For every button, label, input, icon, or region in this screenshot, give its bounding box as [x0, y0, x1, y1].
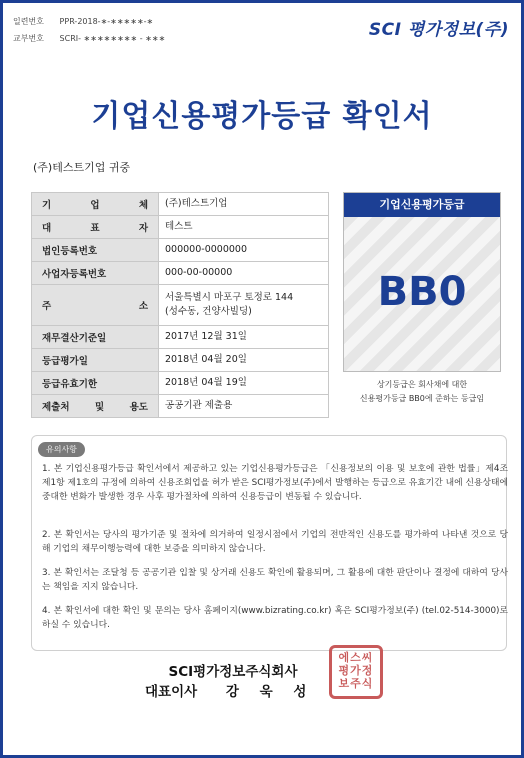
document-title: 기업신용평가등급 확인서 — [91, 99, 433, 134]
note-item: 3. 본 확인서는 조달청 등 공공기관 입찰 및 상거래 신용도 확인에 활용되며, 그 활용에 대한 판단이나 결정에 대하여 당사는 책임을 지지 않습니다. — [42, 568, 508, 592]
table-row — [32, 193, 329, 216]
table-row — [32, 395, 329, 418]
notes-tag: 유의사항 — [38, 442, 85, 457]
table-row — [32, 326, 329, 349]
grade-box — [343, 192, 501, 372]
row-label: 주 소 — [32, 285, 159, 326]
issue-number: PPR-2018-∗-∗∗∗∗∗-∗ — [59, 17, 154, 26]
row-label: 사업자등록번호 — [32, 262, 159, 285]
issue-number-row — [13, 13, 165, 30]
row-value: 공공기관 제출용 — [159, 395, 329, 418]
row-label: 재무결산기준일 — [32, 326, 159, 349]
table-row — [32, 285, 329, 326]
row-label: 제출처 및 용도 — [32, 395, 159, 418]
row-value: 000000-0000000 — [159, 239, 329, 262]
delivery-number-row — [13, 30, 165, 47]
row-label: 등급유효기한 — [32, 372, 159, 395]
row-value — [159, 285, 329, 326]
table-row — [32, 239, 329, 262]
grade-body — [344, 217, 500, 371]
row-label: 법인등록번호 — [32, 239, 159, 262]
row-label: 기 업 체 — [32, 193, 159, 216]
row-label: 대 표 자 — [32, 216, 159, 239]
delivery-number: SCRI- ∗∗∗∗∗∗∗∗ - ∗∗∗ — [59, 34, 166, 43]
company-seal-icon: 에스씨 평가정 보주식 — [329, 645, 383, 699]
row-label: 등급평가일 — [32, 349, 159, 372]
company-info-table — [31, 192, 329, 418]
grade-header: 기업신용평가등급 — [344, 193, 500, 217]
ceo-title: 대표이사 — [145, 684, 198, 700]
recipient: (주)테스트기업 귀중 — [33, 161, 131, 174]
table-row — [32, 216, 329, 239]
grade-value: BB0 — [377, 269, 467, 315]
issuer-company: SCI평가정보주식회사 — [168, 664, 298, 680]
row-value: 2018년 04월 20일 — [159, 349, 329, 372]
delivery-number-label: 교부번호 — [13, 34, 44, 43]
row-value: 000-00-00000 — [159, 262, 329, 285]
grade-note-line-2: 신용평가등급 BB0에 준하는 등급임 — [359, 394, 485, 403]
grade-note-line-1: 상기등급은 회사채에 대한 — [376, 380, 468, 389]
issue-number-label: 일련번호 — [13, 17, 44, 26]
table-row — [32, 349, 329, 372]
issuer-ceo — [143, 680, 323, 700]
grade-note — [343, 378, 501, 406]
brand-logo: SCI 평가정보(주) — [368, 20, 509, 40]
row-value: 2018년 04월 19일 — [159, 372, 329, 395]
row-value: 2017년 12월 31일 — [159, 326, 329, 349]
address-line-2: (성수동, 건양사빌딩) — [165, 306, 252, 317]
row-value: (주)테스트기업 — [159, 193, 329, 216]
note-item: 4. 본 확인서에 대한 확인 및 문의는 당사 홈페이지(www.bizrating.co.kr) 혹은 SCI평가정보(주) (tel.02-514-3000)로 하실 수 있습니다. — [42, 606, 508, 630]
note-item: 1. 본 기업신용평가등급 확인서에서 제공하고 있는 기업신용평가등급은 「신용정보의 이용 및 보호에 관한 법률」제4조 제1항 제1호의 규정에 의하여 신용조회업을 허가 받은 SCI평가정보(주)에서 발행하는 등급으로 유효기간 내에 신용상태에 중대한 변화가 발생한 경우 사후 평가절차에 의하여 신용등급이 변동될 수 있습니다. — [42, 464, 508, 502]
document-meta — [13, 13, 165, 47]
table-row — [32, 372, 329, 395]
address-line-1: 서울특별시 마포구 토정로 144 — [165, 292, 294, 303]
row-value: 테스트 — [159, 216, 329, 239]
table-row — [32, 262, 329, 285]
notes-box — [31, 435, 507, 651]
ceo-name: 강 욱 성 — [225, 684, 315, 700]
note-item: 2. 본 확인서는 당사의 평가기준 및 절차에 의거하여 일정시점에서 기업의 전반적인 신용도를 평가하여 나타낸 것으로 당해 기업의 채무이행능력에 대한 보증을 의미하지 않습니다. — [42, 530, 508, 554]
